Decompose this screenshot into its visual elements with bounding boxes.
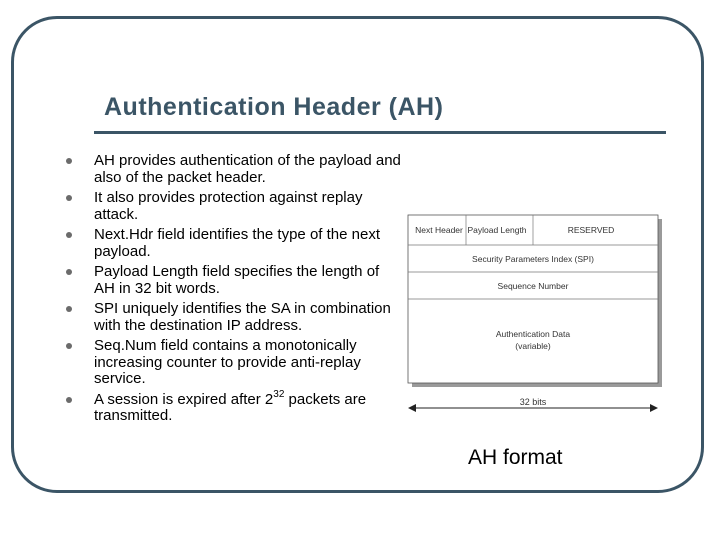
bullet-dot-icon (66, 397, 72, 403)
diagram-caption: AH format (468, 446, 563, 469)
bullet-item (62, 153, 402, 186)
slide-title: Authentication Header (AH) (104, 93, 444, 121)
field-reserved: RESERVED (567, 225, 615, 235)
bullet-text: SPI uniquely identifies the SA in combination with the destination IP address. (94, 300, 391, 334)
bullet-dot-icon (66, 195, 72, 201)
bullet-item (62, 227, 402, 260)
bullet-dot-icon (66, 343, 72, 349)
bullet-dot-icon (66, 269, 72, 275)
bullet-dot-icon (66, 232, 72, 238)
field-next-header: Next Header (415, 225, 463, 235)
bullet-list (62, 153, 402, 429)
bullet-dot-icon (66, 158, 72, 164)
bullet-text: Payload Length field specifies the length of AH in 32 bit words. (94, 263, 380, 297)
bullet-item (62, 190, 402, 223)
field-spi: Security Parameters Index (SPI) (472, 254, 594, 264)
bullet-text-tail: packets are transmitted. (94, 390, 367, 424)
arrowhead-left-icon (408, 404, 416, 412)
bullet-text: AH provides authentication of the payload and also of the packet header. (94, 152, 401, 186)
bullet-text: Seq.Num field contains a monotonically increasing counter to provide anti-replay service. (94, 337, 361, 387)
field-payload-length: Payload Length (467, 225, 527, 235)
bullet-item (62, 338, 402, 388)
bullet-item (62, 301, 402, 334)
bullet-item (62, 388, 402, 425)
field-sequence-number: Sequence Number (497, 281, 569, 291)
exponent: 32 (273, 388, 285, 400)
title-underline (94, 131, 666, 134)
ah-format-diagram (405, 212, 663, 412)
bullet-item (62, 264, 402, 297)
arrowhead-right-icon (650, 404, 658, 412)
width-label: 32 bits (519, 397, 547, 407)
bullet-dot-icon (66, 306, 72, 312)
field-auth-data-variable: (variable) (515, 341, 551, 351)
field-auth-data: Authentication Data (495, 329, 571, 339)
bullet-text: Next.Hdr field identifies the type of the next payload. (94, 226, 380, 260)
bullet-text: It also provides protection against replay attack. (94, 189, 363, 223)
bullet-text: A session is expired after 2 (94, 390, 274, 408)
